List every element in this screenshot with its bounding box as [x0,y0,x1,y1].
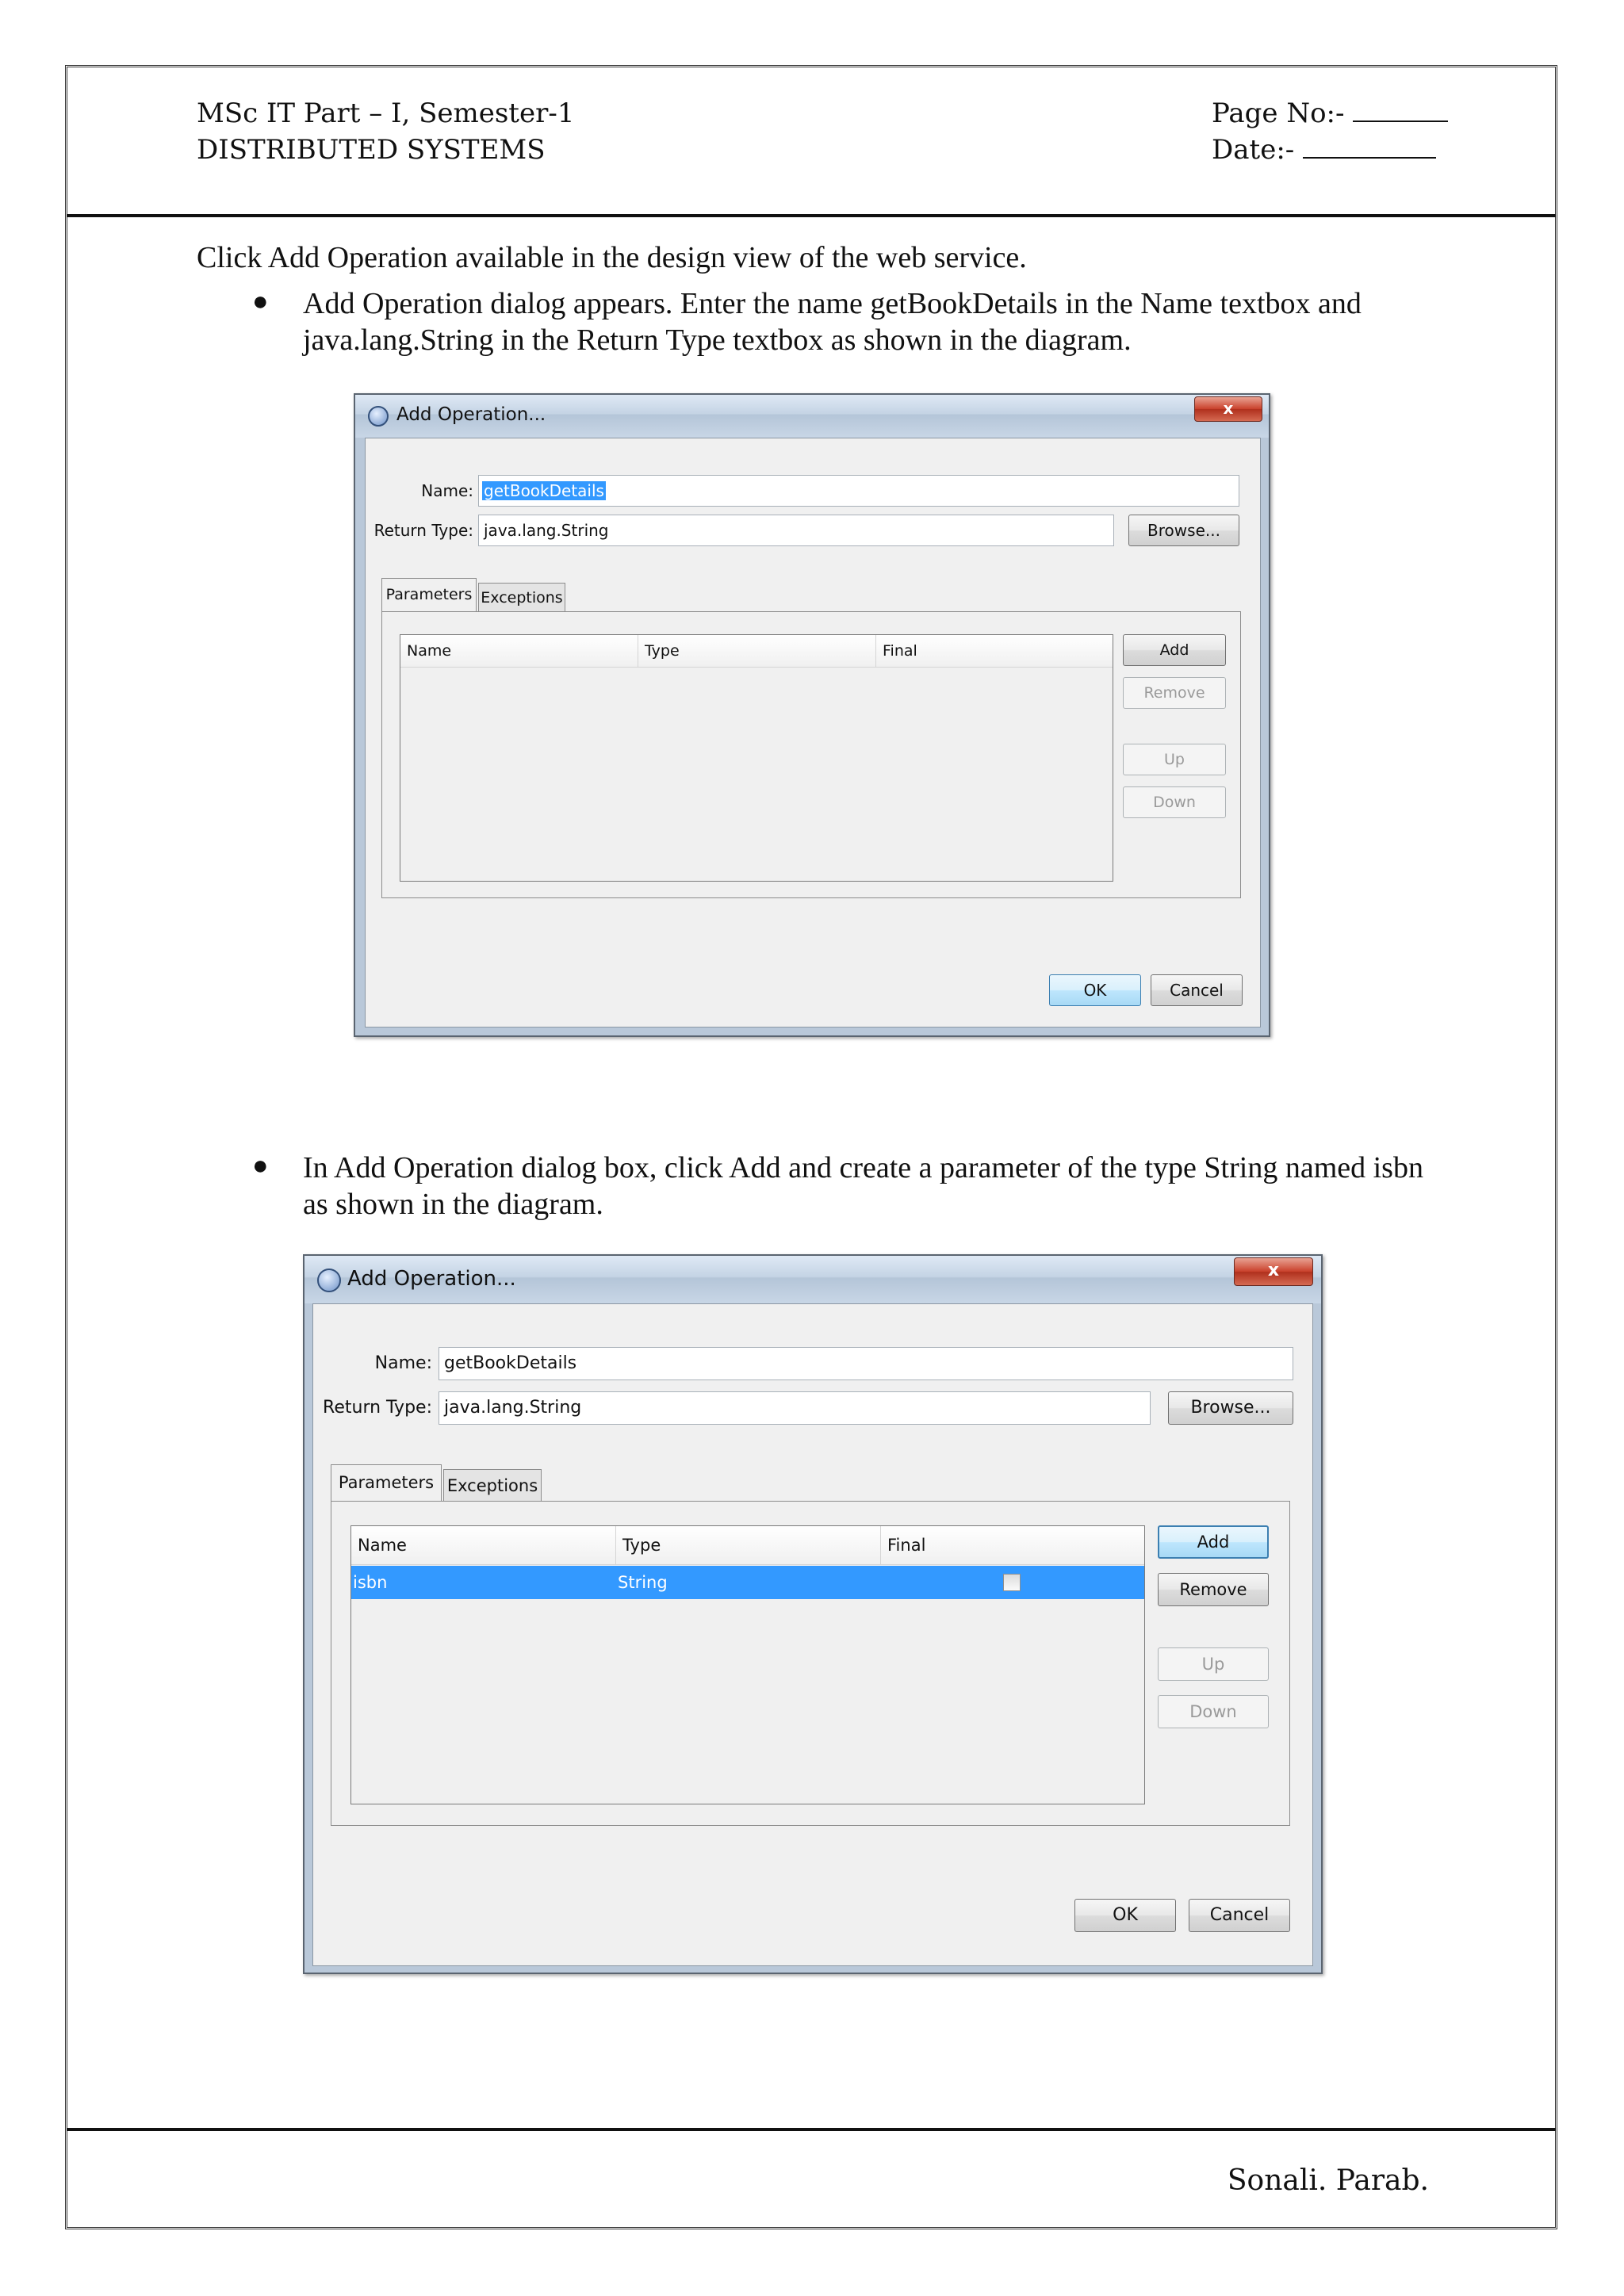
tab-exceptions[interactable]: Exceptions [478,583,565,611]
parameters-table [400,634,1113,882]
bullet-2-text: In Add Operation dialog box, click Add and create a parameter of the type String named isbn as shown in the diagram. [303,1151,1423,1221]
app-cube-icon [368,406,389,427]
down-button[interactable]: Down [1123,786,1226,818]
col-name[interactable]: Name [400,635,638,667]
param-name-cell[interactable]: isbn [353,1573,388,1592]
cancel-button[interactable]: Cancel [1151,974,1243,1006]
header-divider [67,214,1556,217]
name-label: Name: [374,1353,432,1373]
name-input-value: getBookDetails [484,481,604,500]
footer-divider [67,2128,1556,2131]
up-button[interactable]: Up [1158,1647,1269,1681]
table-header [400,635,1113,668]
author-signature: Sonali. Parab. [1227,2164,1429,2197]
return-type-label: Return Type: [323,1398,432,1418]
table-row[interactable] [351,1566,1144,1599]
close-button[interactable]: x [1194,396,1262,422]
dialog-title: Add Operation... [396,404,546,425]
add-button[interactable]: Add [1123,634,1226,666]
add-operation-dialog-2 [303,1254,1323,1974]
col-type[interactable]: Type [616,1526,881,1564]
add-button[interactable]: Add [1158,1525,1269,1559]
intro-text: Click Add Operation available in the design view of the web service. [197,241,1027,274]
app-cube-icon [317,1269,341,1292]
name-input[interactable] [478,475,1239,507]
bullet-dot: ● [252,287,269,316]
parameters-panel [331,1501,1290,1826]
down-button[interactable]: Down [1158,1695,1269,1728]
final-checkbox[interactable] [1003,1574,1021,1591]
ok-button[interactable]: OK [1049,974,1141,1006]
date-field: Date:- [1212,132,1448,168]
parameters-panel [381,611,1241,898]
cancel-button[interactable]: Cancel [1189,1899,1290,1932]
up-button[interactable]: Up [1123,744,1226,775]
ok-button[interactable]: OK [1074,1899,1176,1932]
page-no-blank [1353,97,1448,122]
browse-button[interactable]: Browse... [1168,1391,1293,1425]
col-type[interactable]: Type [638,635,876,667]
add-operation-dialog-1 [354,393,1270,1037]
browse-button[interactable]: Browse... [1128,515,1239,546]
return-type-input[interactable]: java.lang.String [478,515,1114,546]
name-input[interactable]: getBookDetails [439,1347,1293,1380]
return-type-label: Return Type: [373,521,473,540]
param-type-cell[interactable]: String [618,1573,668,1592]
remove-button[interactable]: Remove [1123,677,1226,709]
close-button[interactable]: x [1234,1257,1313,1286]
name-label: Name: [421,481,473,500]
date-blank [1303,133,1436,159]
col-name[interactable]: Name [351,1526,616,1564]
tab-parameters[interactable]: Parameters [381,578,477,611]
header-left [197,95,574,168]
return-type-input[interactable]: java.lang.String [439,1391,1151,1425]
col-final[interactable]: Final [883,642,917,660]
remove-button[interactable]: Remove [1158,1573,1269,1606]
tab-exceptions[interactable]: Exceptions [443,1469,542,1501]
bullet-1-text: Add Operation dialog appears. Enter the name getBookDetails in the Name textbox and java.lang.String in the Return Type textbox as shown in the diagram. [303,287,1362,357]
tab-parameters[interactable]: Parameters [331,1464,442,1501]
dialog-client [365,438,1261,1027]
bullet-dot: ● [252,1151,269,1181]
header-right [1212,95,1448,168]
dialog-title: Add Operation... [347,1267,516,1291]
page-no-field: Page No:- [1212,95,1448,132]
course-title: MSc IT Part – I, Semester-1 [197,98,575,129]
col-final[interactable]: Final [887,1536,926,1555]
dialog-client [312,1303,1313,1966]
parameters-table [350,1525,1145,1804]
subject-title: DISTRIBUTED SYSTEMS [197,134,546,166]
table-header [351,1526,1144,1565]
